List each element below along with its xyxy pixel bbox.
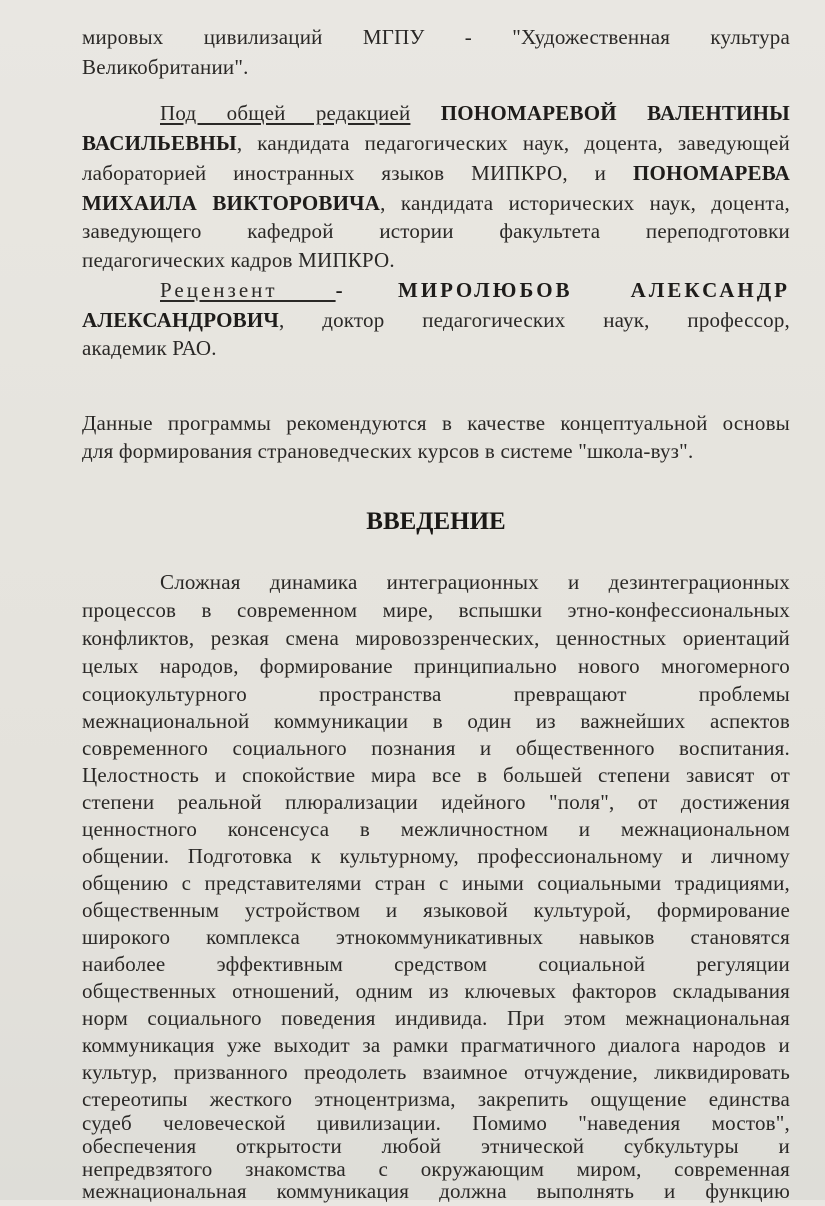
recommendation-line-2: для формирования страноведческих курсов в системе "школа-вуз". (82, 439, 694, 463)
body-line: коммуникация уже выходит за рамки прагматичного диалога народов и (82, 1033, 790, 1057)
body-line: культур, призванного преодолеть взаимное отчуждение, ликвидировать (82, 1060, 790, 1084)
reviewer-line-2 (82, 305, 790, 335)
editor-1-credentials: , кандидата педагогических наук, доцента, заведующей (236, 131, 790, 155)
body-line: широкого комплекса этнокоммуникативных навыков становятся (82, 925, 790, 949)
recommendation-line-1: Данные программы рекомендуются в качестве концептуальной основы (82, 411, 790, 435)
reviewer-name-part1: МИРОЛЮБОВ АЛЕКСАНДР (398, 278, 790, 302)
body-line: норм социального поведения индивида. При этом межнациональная (82, 1006, 790, 1030)
reviewer-line-3: академик РАО. (82, 336, 217, 360)
editor-2-name-part1: ПОНОМАРЕВА (632, 161, 790, 185)
body-line: общению с представителями стран с иными социальными традициями, (82, 871, 790, 895)
body-line: непредвзятого знакомства с окружающим миром, современная (82, 1157, 790, 1181)
editors-line-3 (82, 158, 790, 188)
reviewer-dash: - (335, 278, 399, 302)
editors-line-2 (82, 128, 790, 158)
body-line: процессов в современном мире, вспышки этно-конфессиональных (82, 598, 790, 622)
body-line: межнациональная коммуникация должна выполнять и функцию (82, 1179, 790, 1203)
body-line: ценностного консенсуса в межличностном и межнациональном (82, 817, 790, 841)
body-line: степени реальной плюрализации идейного "поля", от достижения (82, 790, 790, 814)
body-line: общественным устройством и языковой культурой, формирование (82, 898, 790, 922)
section-heading: ВВЕДЕНИЕ (366, 508, 506, 535)
intro-line-1: мировых цивилизаций МГПУ - "Художественная культура (82, 25, 790, 49)
body-line: конфликтов, резкая смена мировоззренческих, ценностных ориентаций (82, 626, 790, 650)
editor-2-name-part2: МИХАИЛА ВИКТОРОВИЧА (82, 191, 381, 215)
editors-label: Под общей редакцией (160, 101, 411, 125)
body-line-1 (82, 567, 790, 597)
editors-line-4 (82, 188, 790, 218)
editor-1-name-part1: ПОНОМАРЕВОЙ ВАЛЕНТИНЫ (440, 101, 790, 125)
intro-line-2: Великобритании". (82, 55, 249, 79)
body-line: целых народов, формирование принципиально нового многомерного (82, 654, 790, 678)
editors-line-6: педагогических кадров МИПКРО. (82, 248, 395, 272)
body-line: межнациональной коммуникации в один из важнейших аспектов (82, 709, 790, 733)
body-line: судеб человеческой цивилизации. Помимо "наведения мостов", (82, 1111, 790, 1135)
body-line-1-text: Сложная динамика интеграционных и дезинтеграционных (160, 570, 790, 594)
editors-line-5: заведующего кафедрой истории факультета переподготовки (82, 219, 790, 243)
body-line: Целостность и спокойствие мира все в большей степени зависят от (82, 763, 790, 787)
reviewer-name-part2: АЛЕКСАНДРОВИЧ (82, 308, 279, 332)
body-line: стереотипы жесткого этноцентризма, закрепить ощущение единства (82, 1087, 790, 1111)
editor-1-name-part2: ВАСИЛЬЕВНЫ (82, 131, 237, 155)
editors-line-3-text: лабораторией иностранных языков МИПКРО, и (82, 161, 607, 185)
body-line: обеспечения открытости любой этнической субкультуры и (82, 1134, 790, 1158)
editors-line-1 (82, 98, 790, 128)
reviewer-credentials: , доктор педагогических наук, профессор, (278, 308, 790, 332)
body-line: социокультурного пространства превращают проблемы (82, 682, 790, 706)
reviewer-line-1 (82, 275, 790, 305)
body-line: общественных отношений, одним из ключевых факторов складывания (82, 979, 790, 1003)
body-line: общении. Подготовка к культурному, профессиональному и личному (82, 844, 790, 868)
reviewer-label: Рецензент (160, 278, 336, 302)
editor-2-credentials: , кандидата исторических наук, доцента, (380, 191, 790, 215)
body-line: наиболее эффективным средством социальной регуляции (82, 952, 790, 976)
body-line: современного социального познания и общественного воспитания. (82, 736, 790, 760)
